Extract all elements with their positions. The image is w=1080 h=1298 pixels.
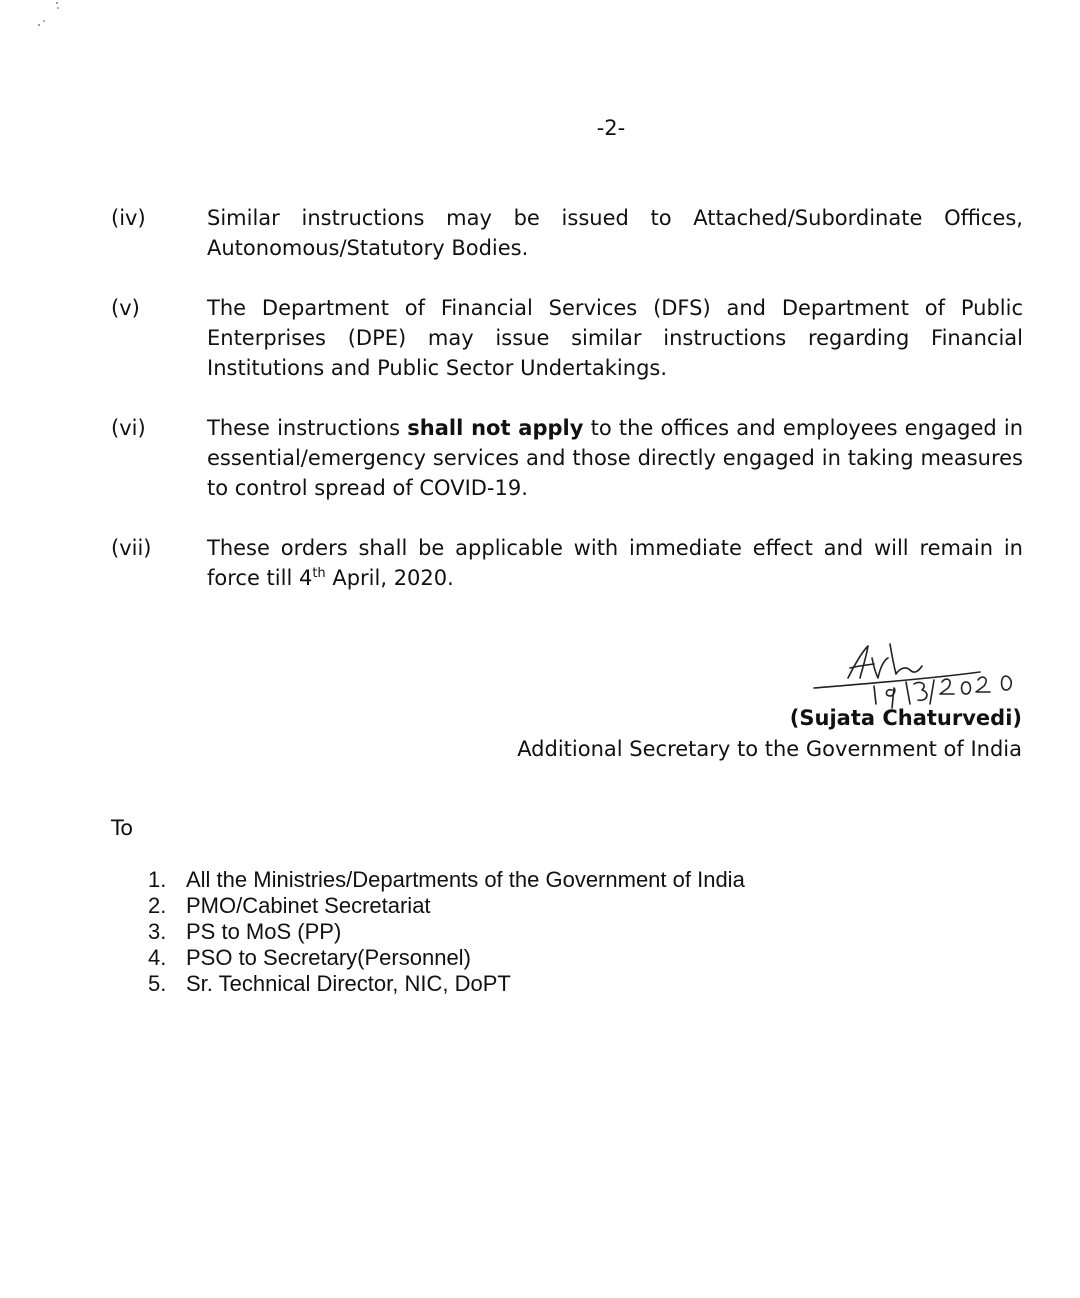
clause-number: (vii) xyxy=(111,536,152,560)
clause-number: (v) xyxy=(111,296,140,320)
recipient-name: All the Ministries/Departments of the Government of India xyxy=(186,867,745,892)
list-index: 1. xyxy=(148,867,167,892)
list-item xyxy=(148,971,745,997)
scan-specks xyxy=(30,0,70,30)
recipient-list xyxy=(148,867,745,997)
ordinal-suffix: th xyxy=(312,566,326,581)
clause-text: Similar instructions may be issued to Attached/Subordinate Offices, Autonomous/Statutory Bodies. xyxy=(207,206,1023,260)
clause-text-end: to the offices and employees engaged in essential/emergency services and those directly engaged in taking measures to control spread of COVID-19. xyxy=(207,416,1024,500)
clause-number: (vi) xyxy=(111,416,146,440)
clause-vii xyxy=(111,533,1023,593)
clause-vi xyxy=(111,413,1023,503)
clause-number: (iv) xyxy=(111,206,146,230)
list-index: 2. xyxy=(148,893,167,918)
clause-text-emphasis: shall not apply xyxy=(407,416,584,440)
signatory-name: (Sujata Chaturvedi) xyxy=(789,706,1022,730)
recipient-name: PMO/Cabinet Secretariat xyxy=(186,893,431,918)
clause-v xyxy=(111,293,1023,383)
recipient-name: PS to MoS (PP) xyxy=(186,919,342,944)
list-item xyxy=(148,945,745,971)
clause-text-start: These orders shall be applicable with immediate effect and will remain in force till 4 xyxy=(207,536,1023,590)
list-index: 5. xyxy=(148,971,167,996)
clause-text xyxy=(207,413,1023,503)
list-index: 4. xyxy=(148,945,167,970)
signatory-designation: Additional Secretary to the Government of India xyxy=(517,737,1022,761)
handwritten-signature xyxy=(810,638,1030,712)
page-number: -2- xyxy=(596,116,626,140)
clause-text xyxy=(207,533,1023,593)
recipient-name: Sr. Technical Director, NIC, DoPT xyxy=(186,971,511,996)
clause-iv xyxy=(111,203,1023,263)
list-index: 3. xyxy=(148,919,167,944)
list-item xyxy=(148,893,745,919)
clause-text-start: These instructions xyxy=(207,416,408,440)
clause-text: The Department of Financial Services (DFS) and Department of Public Enterprises (DPE) may issue similar instructions regarding Financial Institutions and Public Sector Undertakings. xyxy=(207,296,1023,380)
recipient-name: PSO to Secretary(Personnel) xyxy=(186,945,471,970)
list-item xyxy=(148,919,745,945)
clause-text-end: April, 2020. xyxy=(325,566,454,590)
list-item xyxy=(148,867,745,893)
to-label: To xyxy=(111,816,134,840)
